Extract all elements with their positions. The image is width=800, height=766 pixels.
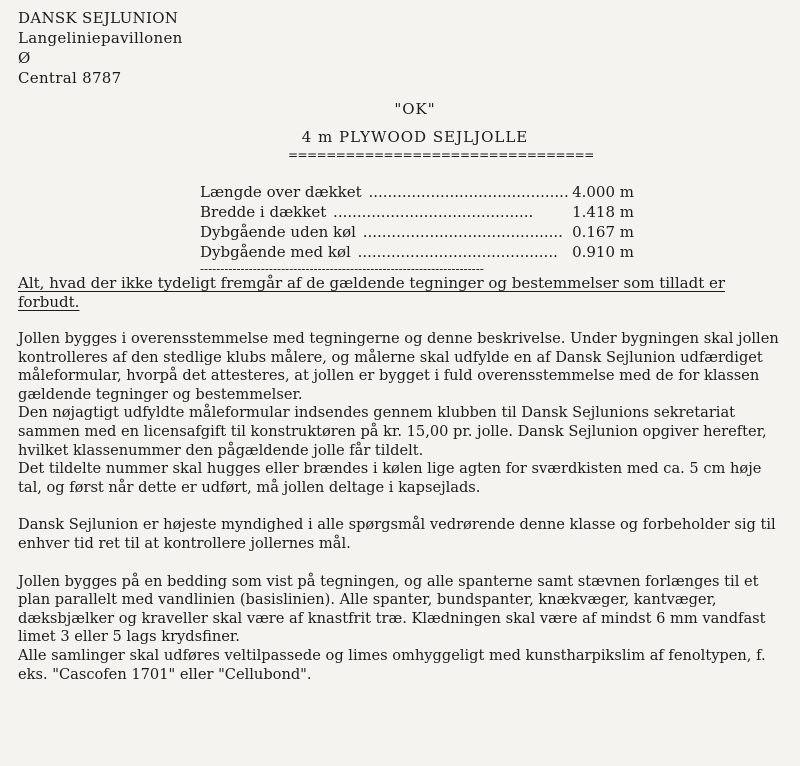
paragraph-sail-number: Det tildelte nummer skal hugges eller brændes i kølen lige agten for sværdkisten med ca. 5 cm høje tal, og først når dette er udført, må jollen deltage i kapsejlads. bbox=[18, 460, 762, 496]
paragraph-construction: Jollen bygges på en bedding som vist på tegningen, og alle spanterne samt stævnen forlænges til et plan parallelt med vandlinien (basislinien). Alle spanter, bundspanter, knækvæger, kantvæger, dæksbjælker og kraveller skal være af knastfrit træ. Klædningen skal være af mindst 6 mm vandfast limet 3 eller 5 lags krydsfiner. bbox=[18, 572, 766, 646]
spec-label: Dybgående uden køl bbox=[200, 223, 356, 241]
spec-value: 0.167 m bbox=[572, 223, 634, 241]
paragraph-authority: Dansk Sejlunion er højeste myndighed i alle spørgsmål vedrørende denne klasse og forbeholder sig til enhver tid ret til at kontrollere jollernes mål. bbox=[18, 516, 776, 552]
spec-label: Dybgående med køl bbox=[200, 243, 351, 261]
paragraph-measurement: Jollen bygges i overensstemmelse med tegningerne og denne beskrivelse. Under bygningen skal jollen kontrolleres af den stedlige klubs målere, og målerne skal udfylde en af Dansk Sejlunion udfærdiget måleformular, hvorpå det attesteres, at jollen er bygget i fuld overensstemmelse med de for klassen gældende tegninger og bestemmelser. bbox=[18, 330, 779, 403]
specs-divider: ---------------------------------------------------------------------- bbox=[200, 262, 484, 276]
paragraph-gluing: Alle samlinger skal udføres veltilpassede og limes omhyggeligt med kunstharpikslim af fenoltypen, f. eks. "Cascofen 1701" eller "Cellubond". bbox=[18, 646, 766, 683]
phone-symbol: Ø bbox=[18, 49, 31, 67]
phone-number: Central 8787 bbox=[18, 69, 122, 87]
spec-row: Bredde i dækket .......................................... 1.418 m bbox=[200, 203, 634, 221]
spec-label: Bredde i dækket bbox=[200, 203, 327, 221]
paragraph-registration: Den nøjagtigt udfyldte måleformular indsendes gennem klubben til Dansk Sejlunions sekretariat sammen med en licensafgift til konstruktøren på kr. 15,00 pr. jolle. Dansk Sejlunion opgiver herefter, hvilket klassenummer den pågældende jolle får tildelt. bbox=[18, 404, 767, 459]
spec-row: Dybgående uden køl .......................................... 0.167 m bbox=[200, 223, 634, 241]
title-underline: ================================ bbox=[288, 148, 594, 162]
organization-location: Langeliniepavillonen bbox=[18, 29, 183, 47]
spec-value: 1.418 m bbox=[572, 203, 634, 221]
document-body bbox=[18, 330, 788, 684]
rules-note: Alt, hvad der ikke tydeligt fremgår af de gældende tegninger og bestemmelser som tilladt er forbudt. bbox=[18, 274, 726, 311]
specifications-table bbox=[200, 182, 634, 262]
spec-label: Længde over dækket bbox=[200, 183, 362, 201]
class-nickname: "OK" bbox=[394, 100, 436, 118]
organization-name: DANSK SEJLUNION bbox=[18, 9, 179, 27]
spec-value: 4.000 m bbox=[572, 183, 634, 201]
spec-row: Længde over dækket .......................................... 4.000 m bbox=[200, 183, 634, 201]
document-title: 4 m PLYWOOD SEJLJOLLE bbox=[301, 128, 529, 146]
spec-value: 0.910 m bbox=[572, 243, 634, 261]
letterhead bbox=[18, 8, 183, 88]
spec-row: Dybgående med køl .......................................... 0.910 m bbox=[200, 243, 634, 261]
